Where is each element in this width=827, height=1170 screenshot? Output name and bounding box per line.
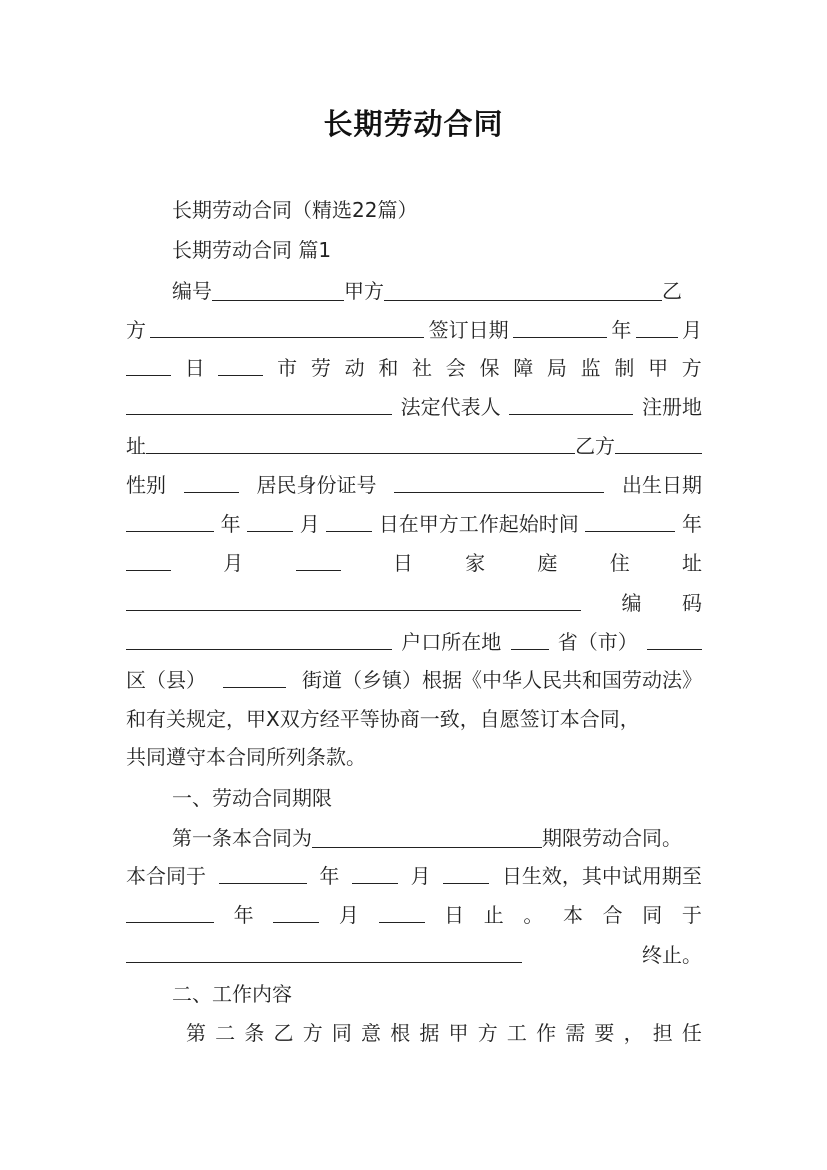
fill-in-blank[interactable] — [218, 355, 263, 376]
text-segment: 长期劳动合同（精选22篇） — [172, 198, 418, 222]
text-segment: 年 — [220, 512, 241, 536]
text-segment: 家 — [465, 551, 486, 575]
text-segment: 第一条本合同为 — [172, 826, 312, 850]
text-segment: 住 — [609, 551, 630, 575]
text-line — [126, 431, 702, 461]
fill-in-blank[interactable] — [352, 863, 398, 884]
text-segment: 户口所在地 — [401, 630, 502, 654]
fill-in-blank[interactable] — [126, 590, 581, 611]
fill-in-blank[interactable] — [513, 317, 607, 338]
text-line — [172, 195, 702, 225]
text-segment: 长期劳动合同 篇1 — [172, 238, 332, 262]
text-segment: 庭 — [537, 551, 558, 575]
fill-in-blank[interactable] — [615, 433, 702, 454]
text-segment: 作 — [536, 1021, 557, 1045]
text-line — [126, 665, 702, 695]
fill-in-blank[interactable] — [511, 629, 549, 650]
fill-in-blank[interactable] — [223, 667, 286, 688]
text-segment: 年 — [319, 864, 340, 888]
text-segment: 第 — [186, 1021, 206, 1045]
text-segment: 日 — [184, 356, 205, 380]
text-segment: 甲 — [648, 356, 669, 380]
text-line — [172, 979, 702, 1009]
text-segment: 市 — [277, 356, 298, 380]
text-line — [126, 588, 702, 618]
text-line — [126, 861, 702, 891]
text-segment: 月 — [299, 512, 320, 536]
text-segment: 终止。 — [642, 943, 702, 967]
text-segment: 址 — [681, 551, 702, 575]
document-title: 长期劳动合同 — [323, 107, 504, 141]
text-segment: 月 — [338, 903, 359, 927]
text-segment: 担 — [652, 1021, 673, 1045]
text-line — [126, 900, 702, 930]
text-segment: 本合同于 — [126, 864, 206, 888]
text-segment: 局 — [546, 356, 567, 380]
text-segment: 社 — [412, 356, 433, 380]
fill-in-blank[interactable] — [126, 511, 214, 532]
text-segment: 年 — [611, 318, 632, 342]
text-line — [126, 353, 702, 383]
text-segment: 同 — [331, 1021, 352, 1045]
text-segment: 障 — [513, 356, 534, 380]
text-segment: 编 — [621, 591, 642, 615]
text-line — [126, 470, 702, 500]
fill-in-blank[interactable] — [184, 472, 239, 493]
text-segment: 乙方 — [575, 434, 616, 458]
text-segment: 方 — [681, 356, 702, 380]
text-segment: 同 — [642, 903, 663, 927]
text-segment: 二 — [215, 1021, 236, 1045]
fill-in-blank[interactable] — [126, 550, 171, 571]
text-segment: 月 — [681, 318, 702, 342]
text-segment: 性别 — [126, 473, 166, 497]
text-segment: 据 — [419, 1021, 440, 1045]
fill-in-blank[interactable] — [636, 317, 678, 338]
text-segment: 于 — [681, 903, 702, 927]
fill-in-blank[interactable] — [126, 355, 171, 376]
text-line — [126, 509, 702, 539]
text-segment: 条 — [244, 1021, 265, 1045]
fill-in-blank[interactable] — [146, 433, 575, 454]
text-segment: 年 — [681, 512, 702, 536]
text-segment: 要 — [594, 1021, 615, 1045]
text-segment: 方 — [302, 1021, 323, 1045]
fill-in-blank[interactable] — [273, 902, 319, 923]
text-segment: 劳 — [310, 356, 331, 380]
fill-in-blank[interactable] — [585, 511, 675, 532]
text-segment: 意 — [361, 1021, 382, 1045]
text-segment: 址 — [126, 434, 146, 458]
text-segment: 甲方 — [344, 279, 384, 303]
text-line — [126, 627, 702, 657]
text-segment: 需 — [565, 1021, 586, 1045]
text-segment: 保 — [479, 356, 500, 380]
text-segment: 。 — [523, 903, 544, 927]
fill-in-blank[interactable] — [443, 863, 489, 884]
text-line — [126, 940, 702, 970]
text-segment: 合 — [602, 903, 623, 927]
text-segment: 年 — [233, 903, 254, 927]
text-segment: 月 — [410, 864, 431, 888]
fill-in-blank[interactable] — [384, 280, 662, 301]
fill-in-blank[interactable] — [126, 394, 392, 415]
text-line — [126, 704, 702, 734]
text-segment: 方 — [126, 318, 146, 342]
text-line — [172, 823, 702, 853]
text-segment: 出生日期 — [622, 473, 702, 497]
text-segment: 居民身份证号 — [256, 473, 377, 497]
text-line — [126, 315, 702, 345]
text-line — [126, 742, 702, 772]
fill-in-blank[interactable] — [326, 511, 372, 532]
fill-in-blank[interactable] — [247, 511, 293, 532]
text-segment: 注册地 — [641, 395, 702, 419]
text-segment: 一、劳动合同期限 — [172, 786, 332, 810]
text-segment: 日 — [392, 551, 413, 575]
text-segment: 月 — [223, 551, 244, 575]
text-segment: 街道（乡镇）根据《中华人民共和国劳动法》 — [302, 668, 702, 692]
text-segment: ， — [623, 1021, 644, 1045]
text-segment: 签订日期 — [428, 318, 509, 342]
text-segment: 乙 — [662, 279, 682, 303]
fill-in-blank[interactable] — [296, 550, 341, 571]
fill-in-blank[interactable] — [126, 902, 214, 923]
text-segment: 动 — [344, 356, 365, 380]
fill-in-blank[interactable] — [509, 394, 633, 415]
text-segment: 二、工作内容 — [172, 982, 292, 1006]
text-segment: 共同遵守本合同所列条款。 — [126, 745, 366, 769]
text-segment: 码 — [682, 591, 702, 615]
text-segment: 制 — [614, 356, 635, 380]
text-segment: 期限劳动合同。 — [542, 826, 682, 850]
text-segment: 监 — [580, 356, 601, 380]
text-line — [126, 392, 702, 422]
text-segment: 编号 — [172, 279, 212, 303]
text-line — [172, 783, 702, 813]
fill-in-blank[interactable] — [394, 472, 604, 493]
text-line — [186, 1018, 702, 1048]
text-segment: 区（县） — [126, 668, 206, 692]
text-segment: 会 — [445, 356, 466, 380]
text-segment: 止 — [483, 903, 504, 927]
fill-in-blank[interactable] — [312, 827, 542, 848]
text-line — [126, 548, 702, 578]
text-segment: 法定代表人 — [400, 395, 501, 419]
text-segment: 和 — [378, 356, 399, 380]
fill-in-blank[interactable] — [150, 317, 424, 338]
text-line — [172, 235, 702, 265]
text-segment: 日生效，其中试用期至 — [501, 864, 702, 888]
text-segment: 日在甲方工作起始时间 — [378, 512, 579, 536]
fill-in-blank[interactable] — [379, 902, 425, 923]
text-segment: 省（市） — [557, 630, 638, 654]
text-segment: 任 — [681, 1021, 702, 1045]
fill-in-blank[interactable] — [126, 942, 522, 963]
text-segment: 和有关规定，甲X双方经平等协商一致，自愿签订本合同， — [126, 707, 640, 731]
text-segment: 根 — [390, 1021, 411, 1045]
text-line — [172, 276, 702, 306]
text-segment: 方 — [477, 1021, 498, 1045]
text-segment: 本 — [563, 903, 583, 927]
text-segment: 日 — [444, 903, 465, 927]
text-segment: 工 — [506, 1021, 527, 1045]
fill-in-blank[interactable] — [219, 863, 307, 884]
text-segment: 乙 — [273, 1021, 294, 1045]
fill-in-blank[interactable] — [212, 280, 344, 301]
fill-in-blank[interactable] — [126, 629, 392, 650]
fill-in-blank[interactable] — [647, 629, 702, 650]
text-segment: 甲 — [448, 1021, 469, 1045]
